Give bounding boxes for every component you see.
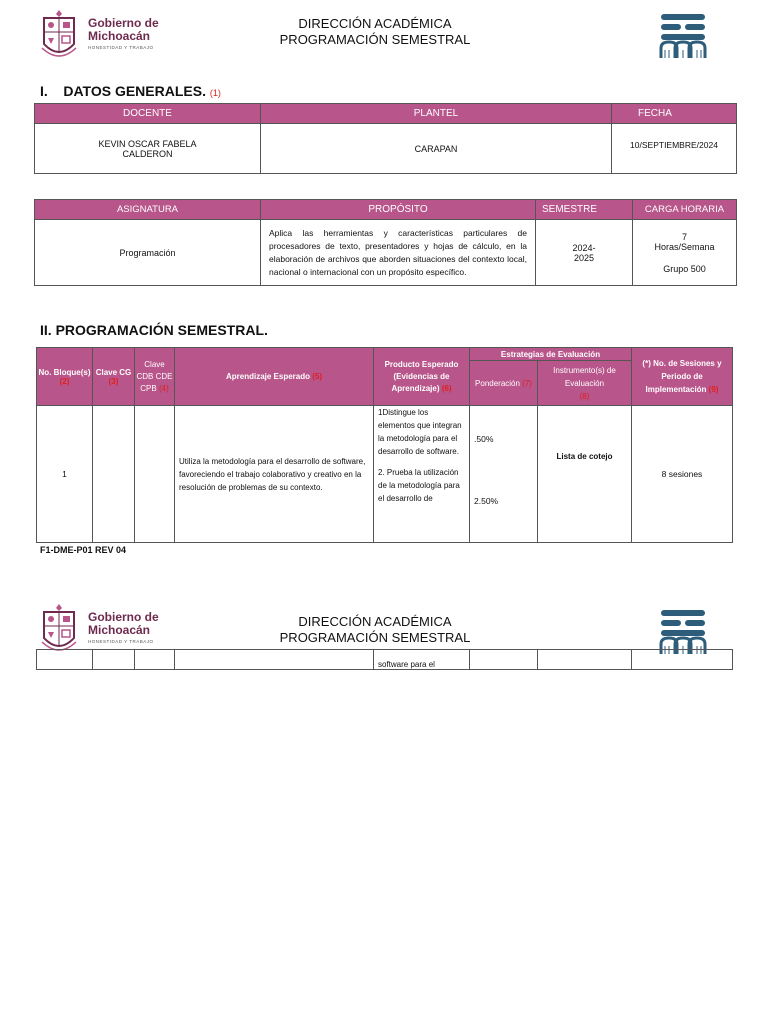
table-row [37, 406, 733, 543]
ponderacion-cell [470, 406, 538, 543]
ponderacion-1: .50% [474, 434, 494, 444]
logo-text-line1: Gobierno de [88, 610, 159, 624]
docente-line1: KEVIN OSCAR FABELA [98, 138, 197, 149]
michoacan-seal-icon [40, 8, 78, 62]
empty-cell [175, 650, 374, 670]
header-fecha: FECHA [612, 104, 737, 124]
header-semestre: SEMESTRE [536, 200, 633, 220]
ponderacion-2: 2.50% [474, 496, 499, 506]
title-line1: DIRECCIÓN ACADÉMICA [298, 16, 452, 31]
empty-cell [135, 650, 175, 670]
instrumento-value: Lista de cotejo [556, 452, 613, 461]
instrumento-cell [538, 406, 632, 543]
producto-item-1: 1Distingue los elementos que integran la metodología para el desarrollo de software. [378, 408, 462, 456]
logo-text-line2: Michoacán [88, 29, 151, 43]
table-row [37, 650, 733, 670]
header-instrumento: Instrumento(s) de Evaluación (8) [538, 361, 632, 406]
carga-line2: Horas/Semana [654, 241, 715, 252]
section-2-number: II. [40, 322, 52, 338]
clave-cg-cell [93, 406, 135, 543]
docente-line2: CALDERON [122, 148, 173, 159]
title-line2: PROGRAMACIÓN SEMESTRAL [279, 630, 471, 645]
michoacan-seal-icon [40, 602, 78, 656]
header-proposito: PROPÓSITO [261, 200, 536, 220]
section-1-label: DATOS GENERALES. [63, 83, 206, 99]
carga-line3: Grupo 500 [663, 263, 706, 274]
header-clave-cdb: Clave CDB CDE CPB (4) [135, 348, 175, 406]
gobierno-michoacan-logo [40, 8, 170, 64]
header-plantel: PLANTEL [261, 104, 612, 124]
header-clave-cg: Clave CG (3) [93, 348, 135, 406]
empty-cell [93, 650, 135, 670]
header-producto: Producto Esperado (Evidencias de Aprendizaje) (6) [374, 348, 470, 406]
asignatura-table [34, 199, 737, 286]
header-carga-horaria: CARGA HORARIA [633, 200, 737, 220]
carga-line1: 7 [681, 231, 687, 242]
aprendizaje-cell: Utiliza la metodología para el desarrollo de software, favoreciendo el trabajo colaborativo y creativo en la resolución de problemas de su contexto. [175, 406, 374, 543]
page-header [0, 8, 768, 68]
plantel-cell: CARAPAN [261, 124, 612, 174]
sesiones-cell: 8 sesiones [632, 406, 733, 543]
proposito-cell: Aplica las herramientas y características particulares de procesadores de texto, presentadores y hojas de cálculo, en la elaboración de archivos que aborden situaciones del contexto local, nacional o internacional con un propósito específico. [261, 220, 536, 286]
title-line2: PROGRAMACIÓN SEMESTRAL [279, 32, 471, 47]
header-asignatura: ASIGNATURA [35, 200, 261, 220]
section-2-label: PROGRAMACIÓN SEMESTRAL. [55, 322, 268, 338]
empty-cell [632, 650, 733, 670]
section-1-title [40, 83, 221, 99]
document-title [230, 16, 520, 48]
header-aprendizaje: Aprendizaje Esperado (5) [175, 348, 374, 406]
producto-cell [374, 406, 470, 543]
semestre-line2: 2025 [573, 252, 595, 263]
header-ponderacion: Ponderación (7) [470, 361, 538, 406]
asignatura-cell: Programación [35, 220, 261, 286]
empty-cell [37, 650, 93, 670]
logo-text-line2: Michoacán [88, 623, 151, 637]
logo-motto: HONESTIDAD Y TRABAJO [88, 45, 154, 50]
bloque-cell: 1 [37, 406, 93, 543]
docente-cell [35, 124, 261, 174]
logo-motto: HONESTIDAD Y TRABAJO [88, 639, 154, 644]
logo-text-line1: Gobierno de [88, 16, 159, 30]
header-docente: DOCENTE [35, 104, 261, 124]
datos-generales-table [34, 103, 737, 174]
semestre-line1: 2024- [572, 242, 596, 253]
clave-cdb-cell [135, 406, 175, 543]
carga-horaria-cell [633, 220, 737, 286]
footer-code: F1-DME-P01 REV 04 [40, 545, 127, 555]
programacion-table-continuation [36, 649, 733, 670]
document-title [230, 614, 520, 646]
header-bloque: No. Bloque(s) (2) [37, 348, 93, 406]
title-line1: DIRECCIÓN ACADÉMICA [298, 614, 452, 629]
producto-continuation: software para el [374, 650, 470, 670]
semestre-cell [536, 220, 633, 286]
fecha-cell: 10/SEPTIEMBRE/2024 [612, 124, 737, 174]
section-2-title [40, 322, 268, 338]
header-sesiones: (*) No. de Sesiones y Periodo de Implementación (9) [632, 348, 733, 406]
empty-cell [470, 650, 538, 670]
empty-cell [538, 650, 632, 670]
header-estrategias: Estrategias de Evaluación [470, 348, 632, 361]
producto-item-2: 2. Prueba la utilización de la metodología para el desarrollo de [378, 468, 460, 503]
section-1-ref: (1) [209, 88, 221, 98]
section-1-number: I. [40, 83, 48, 99]
programacion-table [36, 347, 733, 543]
cobaem-logo-icon [655, 10, 711, 60]
